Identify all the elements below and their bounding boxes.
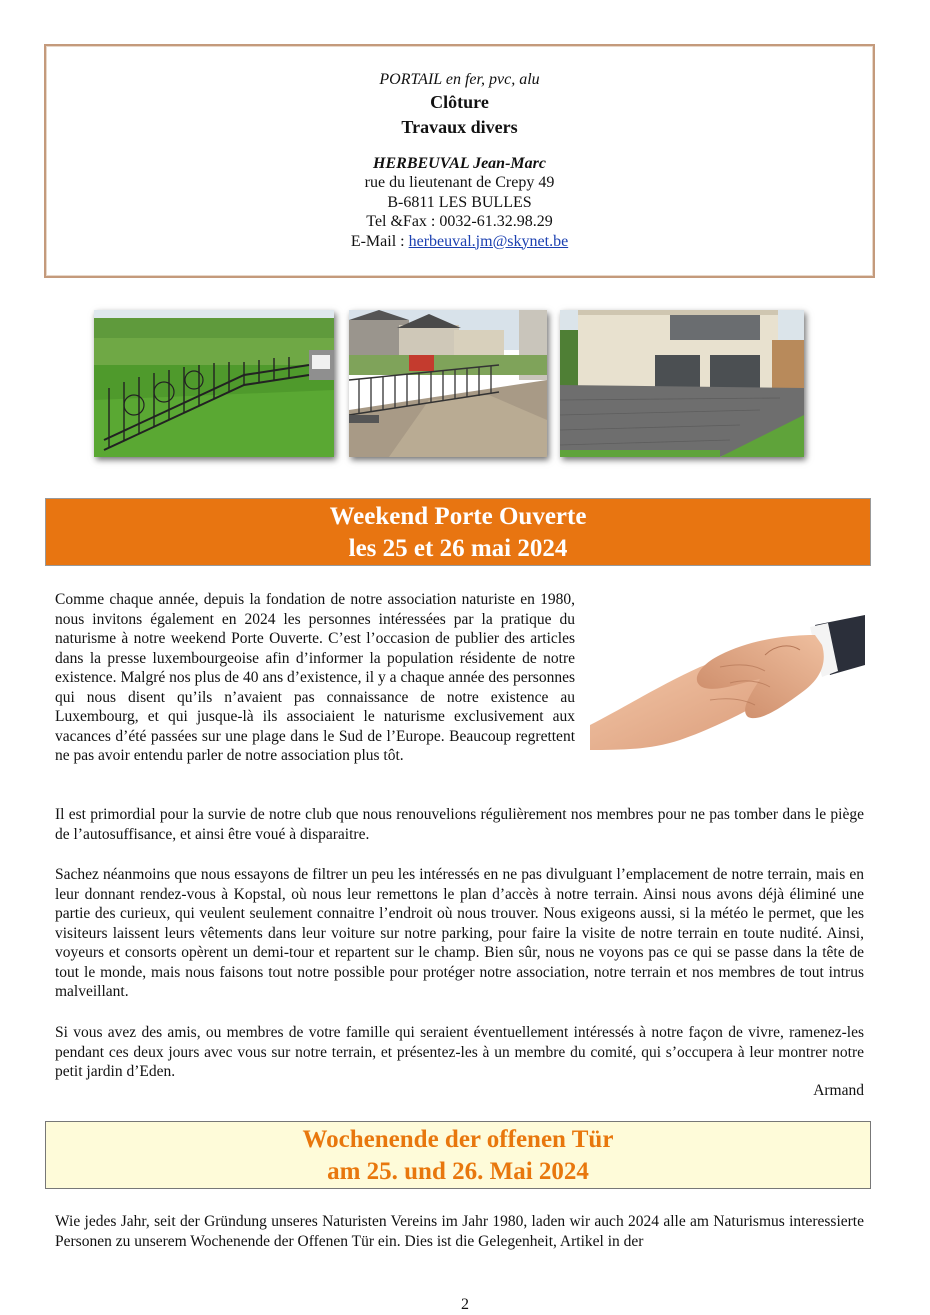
banner-de-title-line2: am 25. und 26. Mai 2024 (327, 1158, 589, 1185)
banner-de-title-line1: Wochenende der offenen Tür (302, 1126, 614, 1153)
ad-phone: Tel &Fax : 0032-61.32.98.29 (366, 213, 553, 230)
signature-armand: Armand (813, 1082, 864, 1099)
banner-wochenende-offenen-tuer (45, 1121, 871, 1189)
banner-fr-title-line1: Weekend Porte Ouverte (329, 503, 587, 530)
ad-street: rue du lieutenant de Crepy 49 (364, 174, 555, 191)
handshake-image (590, 605, 865, 760)
paragraph-de-1: Wie jedes Jahr, seit der Gründung unseres Naturisten Vereins im Jahr 1980, laden wir auch 2024 alle am Naturismus interessierte Personen zu unserem Wochenende der Offenen Tür ein. Dies ist die Gelegenheit, Artikel in der (55, 1213, 864, 1250)
paragraph-fr-1: Comme chaque année, depuis la fondation de notre association naturiste en 1980, nous invitons également en 2024 les personnes intéressées par la pratique du naturisme à notre weekend Porte Ouverte. C’est l’occasion de publier des articles dans la presse luxembourgeoise afin d’informer la population résidente de notre existence. Malgré nos plus de 40 ans d’existence, il y a chaque année des personnes qui nous disent qu’ils n’avaient pas connaissance de notre existence au Luxembourg, et qui jusque-là ils associaient le naturisme exclusivement aux vacances d’été passées sur une plage dans le Sud de l’Europe. Beaucoup regrettent ne pas avoir entendu parler de notre association plus tôt. (55, 591, 575, 764)
banner-fr-title-line2: les 25 et 26 mai 2024 (348, 535, 568, 562)
banner-weekend-porte-ouverte (45, 498, 871, 566)
ad-heading-cloture: Clôture (430, 91, 489, 112)
photo-fence (94, 310, 334, 457)
paragraph-fr-4: Si vous avez des amis, ou membres de votre famille qui seraient éventuellement intéressés à notre façon de vivre, ramenez-les pendant ces deux jours avec vous sur notre terrain, et présentez-les à un membre du comité, qui s’occupera à leur montrer notre petit jardin d’Eden. (55, 1024, 864, 1080)
ad-city: B-6811 LES BULLES (387, 193, 532, 211)
advertisement-box (44, 44, 875, 278)
ad-services-line: PORTAIL en fer, pvc, alu (379, 71, 540, 88)
ad-heading-travaux: Travaux divers (401, 116, 518, 137)
ad-email-line (46, 232, 873, 252)
ad-email-link[interactable]: herbeuval.jm@skynet.be (408, 232, 569, 250)
paragraph-fr-3: Sachez néanmoins que nous essayons de filtrer un peu les intéressés en ne pas divulguant l’emplacement de notre terrain, mais en leur donnant rendez-vous à Kopstal, où nous leur remettons le plan d’accès à notre terrain. Ainsi nous avons déjà éliminé une partie des curieux, qui veulent seulement connaitre l’endroit où nous trouver. Nous exigeons aussi, si la météo le permet, que les visiteurs laissent leurs vêtements dans leur voiture sur notre parking, pour faire la visite de notre terrain en toute nudité. Ainsi, voyeurs et consorts opèrent un demi-tour et repartent sur le champ. Bien sûr, nous ne voyons pas ce qui se passe dans la tête de tout le monde, mais nous faisons tout notre possible pour protéger notre association, notre terrain et nos membres de tout intrus malveillant. (55, 866, 864, 1000)
ad-contact-name: HERBEUVAL Jean-Marc (373, 154, 546, 172)
page-number: 2 (461, 1296, 469, 1313)
photo-house (560, 310, 804, 457)
ad-email-label: E-Mail : (350, 232, 409, 250)
paragraph-fr-2: Il est primordial pour la survie de notre club que nous renouvelions régulièrement nos membres pour ne pas tomber dans le piège de l’autosuffisance, et ainsi être voué à disparaitre. (55, 806, 864, 843)
photo-gate (349, 310, 547, 457)
